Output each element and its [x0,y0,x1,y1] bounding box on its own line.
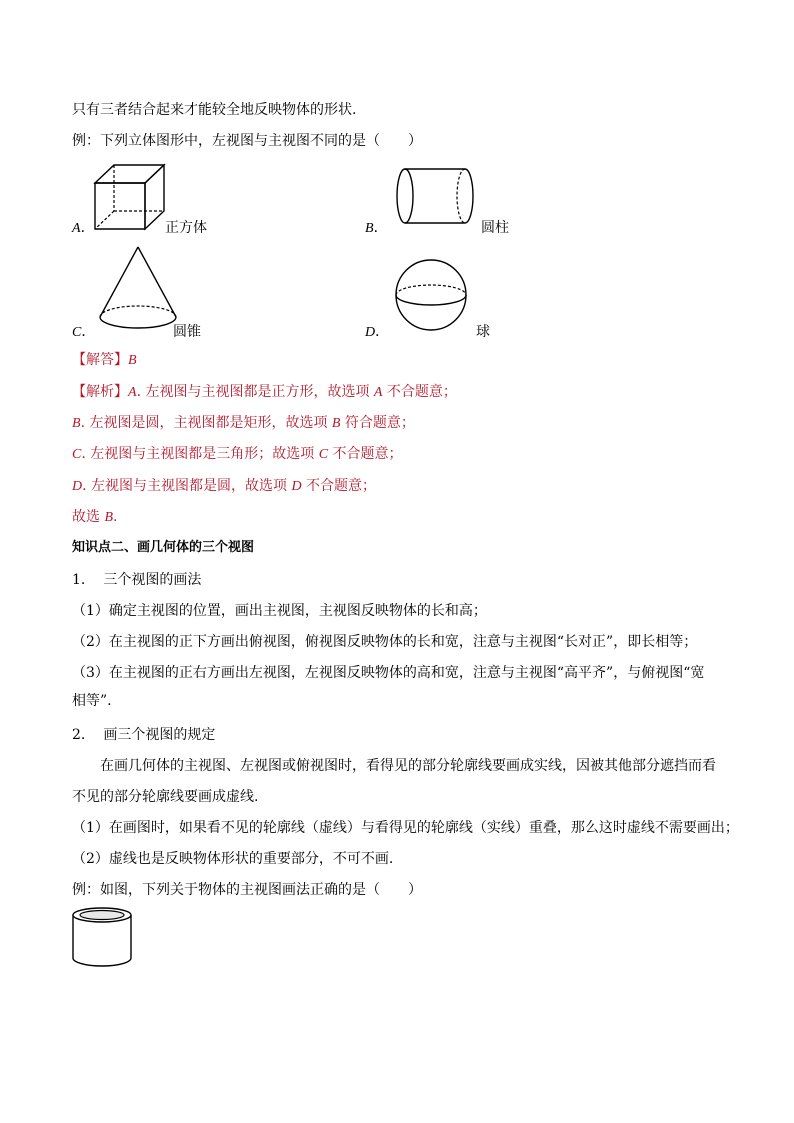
cube-figure [92,163,166,231]
step-2: （2）在主视图的正下方画出俯视图，俯视图反映物体的长和宽，注意与主视图“长对正”，即长相等； [72,634,698,650]
item1-heading [72,570,201,590]
option-c-letter: C [72,325,82,340]
item2-heading [72,725,215,745]
analysis-d-mid: D [291,479,302,494]
analysis-d-pre: . 左视图与主视图都是圆，故选项 [82,478,292,494]
analysis-b-mid: B [331,416,341,431]
answer-tag: 【解答】 [72,352,128,368]
section2-heading: 知识点二、画几何体的三个视图 [72,540,255,555]
conclusion-line [72,507,117,528]
option-a: A． [72,220,95,236]
example2-question: 例：如图，下列关于物体的主视图画法正确的是（ ） [72,882,422,898]
sphere-figure [393,257,469,333]
item2-num: 2. [72,727,86,743]
step-3-cont: 相等”. [72,693,112,709]
item1-num: 1. [72,572,86,588]
option-b-letter: B [365,221,374,236]
cylinder-figure [394,166,476,226]
option-a-letter: A [72,221,81,236]
option-c: C． [72,324,96,340]
item1-title: 三个视图的画法 [103,572,202,588]
step-3: （3）在主视图的正右方画出左视图，左视图反映物体的高和宽，注意与主视图“高平齐”，与俯视图“宽 [72,665,705,681]
option-d: D． [365,324,390,340]
option-b: B． [365,220,388,236]
conclusion-letter: B [104,510,114,525]
tube-figure [70,905,134,969]
analysis-d-letter: D [72,479,83,494]
item2-title: 画三个视图的规定 [103,727,216,743]
option-d-letter: D [365,325,376,340]
analysis-a-mid: A [373,385,383,400]
analysis-line-a [72,382,457,403]
analysis-b-post: 符合题意； [340,415,415,431]
rule-2: （2）虚线也是反映物体形状的重要部分，不可不画. [72,851,394,867]
conclusion-post: . [113,509,118,525]
analysis-tag: 【解析】 [72,384,128,400]
conclusion-pre: 故选 [72,509,105,525]
analysis-a-letter: A [128,385,137,400]
option-d-label: 球 [476,324,490,340]
para-line-1: 在画几何体的主视图、左视图或俯视图时，看得见的部分轮廓线要画成实线，因被其他部分遮挡而看 [72,758,716,774]
analysis-a-post: 不合题意； [382,384,457,400]
answer-line [72,350,137,371]
analysis-line-d [72,476,376,497]
step-1: （1）确定主视图的位置，画出主视图，主视图反映物体的长和高； [72,603,487,619]
analysis-b-pre: . 左视图是圆，主视图都是矩形，故选项 [80,415,332,431]
analysis-c-letter: C [72,447,82,462]
analysis-c-post: 不合题意； [328,446,403,462]
analysis-b-letter: B [72,416,81,431]
analysis-line-c [72,444,403,465]
answer-value: B [128,353,137,368]
option-b-label: 圆柱 [481,220,509,236]
para-line-2: 不见的部分轮廓线要画成虚线. [72,789,259,805]
example1-question: 例：下列立体图形中，左视图与主视图不同的是（ ） [72,133,422,149]
cone-figure [96,245,180,333]
analysis-c-pre: . 左视图与主视图都是三角形；故选项 [81,446,319,462]
analysis-line-b [72,413,415,434]
option-c-label: 圆锥 [173,324,201,340]
analysis-a-pre: . 左视图与主视图都是正方形，故选项 [136,384,374,400]
analysis-c-mid: C [318,447,329,462]
intro-text: 只有三者结合起来才能较全地反映物体的形状. [72,102,357,118]
rule-1: （1）在画图时，如果看不见的轮廓线（虚线）与看得见的轮廓线（实线）重叠，那么这时虚线不需要画出； [72,820,739,836]
option-a-label: 正方体 [165,220,207,236]
analysis-d-post: 不合题意； [301,478,377,494]
